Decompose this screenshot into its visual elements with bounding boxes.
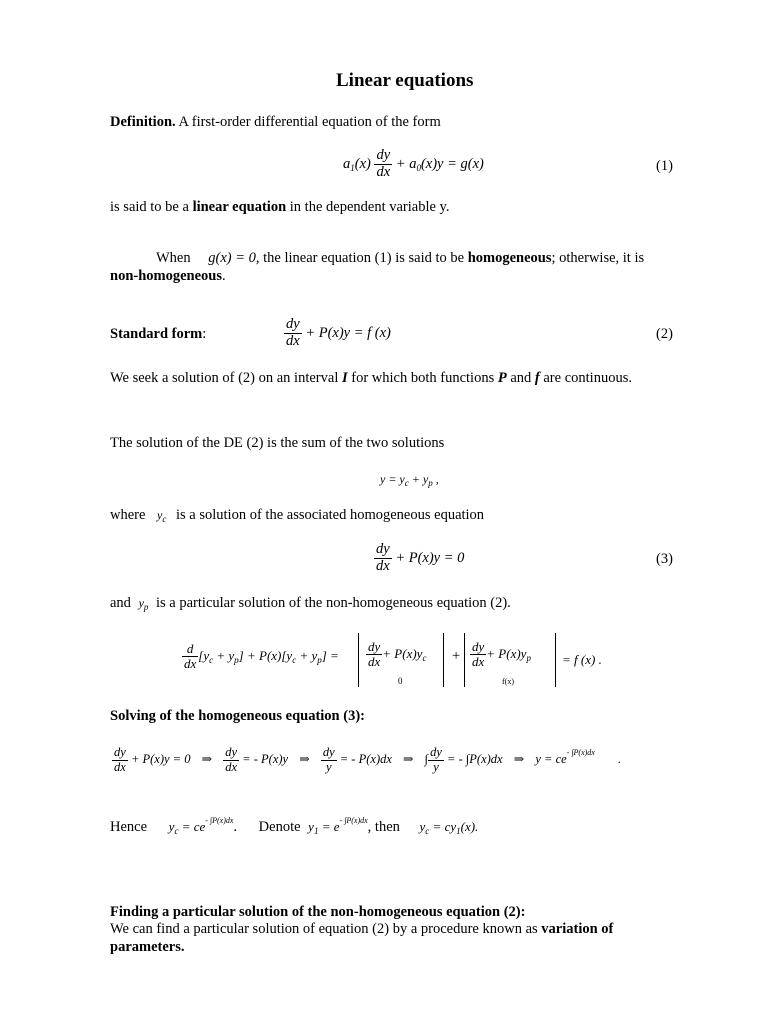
and-y: y: [138, 596, 144, 610]
finding-heading: Finding a particular solution of the non-homogeneous equation (2):: [110, 904, 526, 920]
big-rest2: + P(x)y: [486, 645, 527, 661]
linear-equation-paragraph: [110, 199, 450, 216]
big-dyc-frac: [366, 640, 382, 670]
big-p1: p: [234, 654, 239, 665]
eq2-rest: + P(x)y = f (x): [305, 324, 391, 341]
non-homogeneous-line: [110, 268, 226, 285]
solve-frac-1: [112, 746, 128, 775]
big-c3: c: [422, 652, 427, 663]
equation-1-number: (1): [656, 158, 673, 174]
equation-2-number: (2): [656, 326, 673, 342]
solve-s2: = - P(x)y: [242, 752, 289, 767]
hence-c: c: [174, 826, 179, 836]
sum-comma: ,: [432, 472, 439, 486]
big-dyp-frac: [470, 640, 486, 670]
denote-exp: - ∫P(x)dx: [339, 816, 368, 825]
and-a2: is a particular solution of the non-homogeneous equation (2).: [156, 595, 511, 611]
eq1-rest: (x)y = g(x): [420, 155, 484, 172]
seek-t3: and: [506, 370, 535, 386]
solve-dx-1: dx: [114, 759, 126, 774]
solving-heading: Solving of the homogeneous equation (3):: [110, 708, 365, 724]
equation-1: [343, 148, 484, 181]
solve-frac-4: [428, 746, 444, 775]
eq1-plus: +: [395, 155, 406, 172]
hence-line: [110, 816, 478, 836]
homogeneous-text-before: the linear equation (1) is said to be: [259, 250, 468, 266]
big-dyp: dy: [472, 639, 485, 654]
seek-f: f: [534, 370, 540, 386]
eq1-a1: a: [343, 155, 351, 172]
variation-term: variation of: [541, 921, 614, 937]
solving-line: [112, 746, 621, 775]
linear-equation-term: linear equation: [192, 199, 287, 215]
solve-exp: - ∫P(x)dx: [566, 748, 595, 758]
then-yc-eq: [420, 819, 479, 834]
where-y: y: [157, 508, 163, 522]
definition-paragraph: [110, 114, 441, 131]
eq1-fraction: [374, 148, 392, 181]
big-dyc: dy: [368, 639, 381, 654]
definition-text: A first-order differential equation of the form: [175, 114, 441, 130]
where-w1: where: [110, 507, 146, 523]
eq1-a0-sub: 0: [416, 162, 421, 173]
hence-yc-eq: [168, 816, 234, 836]
big-under-1: 0: [398, 676, 403, 686]
solve-integral: ∫: [424, 752, 429, 767]
eq3-dy: dy: [376, 541, 390, 557]
sum-eq: y = y: [380, 472, 405, 486]
big-p2: p: [317, 654, 322, 665]
where-w2: is a solution of the associated homogeneous equation: [176, 507, 485, 523]
denote-one: 1: [313, 826, 319, 836]
hence-eq: = ce: [178, 819, 206, 834]
implies-arrow-1: ⇒: [201, 752, 213, 767]
equation-2: [284, 317, 391, 350]
eq1-dy: dy: [376, 147, 391, 163]
solve-s3: = - P(x)dx: [339, 752, 392, 767]
linear-text-before: is said to be a: [110, 199, 193, 215]
solve-dot: .: [617, 752, 622, 767]
and-yp: [139, 596, 149, 610]
sum-p: p: [428, 478, 433, 488]
big-part2b: + y: [296, 647, 318, 663]
seek-t4: are continuous.: [539, 370, 632, 386]
eq2-dy: dy: [286, 316, 300, 332]
big-under-2: f(x): [502, 677, 514, 686]
solve-y-3: y: [325, 759, 332, 774]
solve-s5: y = ce: [535, 752, 567, 767]
linear-text-end: in the dependent variable y.: [286, 199, 450, 215]
seek-t2: for which both functions: [347, 370, 498, 386]
sum-c: c: [404, 478, 409, 488]
big-d-dx: [182, 642, 198, 672]
where-c: c: [162, 514, 167, 524]
seek-t1: We seek a solution of (2) on an interval: [110, 370, 342, 386]
then-end: (x).: [460, 819, 479, 834]
big-rest1: + P(x)y: [382, 645, 423, 661]
eq1-dx: dx: [376, 163, 391, 180]
and-p: p: [143, 602, 149, 612]
parameters-term: parameters.: [110, 939, 185, 955]
then-one: 1: [456, 826, 461, 836]
then-text: , then: [367, 819, 400, 835]
denote-y1-eq: [308, 816, 368, 836]
solution-sum-equation: [380, 472, 439, 488]
standard-form-colon: :: [202, 326, 207, 342]
solve-dy-1: dy: [114, 745, 126, 759]
big-part1: [y: [198, 647, 210, 663]
finding-t1: We can find a particular solution of equation (2) by a procedure known as: [110, 921, 542, 937]
hence-exp: - ∫P(x)dx: [205, 816, 234, 825]
and-a1: and: [110, 595, 131, 611]
denote-y: y: [308, 819, 314, 834]
big-dxc: dx: [368, 654, 381, 670]
then-y: y: [419, 819, 426, 834]
hence-text: Hence: [110, 819, 148, 835]
seek-P: P: [497, 370, 507, 386]
eq2-fraction: [284, 317, 302, 350]
eq3-dx: dx: [376, 557, 390, 574]
where-yc: [157, 508, 166, 522]
hence-dot: .: [233, 819, 238, 835]
hence-y: y: [168, 819, 175, 834]
then-eq: = cy: [429, 819, 457, 834]
solve-dx-2: dx: [225, 759, 238, 774]
big-d: d: [182, 642, 198, 657]
big-p3: p: [526, 652, 531, 663]
big-plus: +: [452, 648, 461, 664]
standard-form-label: [110, 326, 206, 343]
equation-3: [374, 542, 464, 575]
solve-frac-3: [321, 746, 337, 775]
eq1-x: (x): [354, 155, 371, 172]
homogeneous-condition: g(x) = 0,: [208, 250, 260, 266]
eq1-a0: a: [409, 155, 417, 172]
definition-label: Definition.: [110, 114, 176, 130]
solve-dy-4: dy: [430, 745, 442, 759]
and-paragraph: [110, 595, 511, 612]
solve-y-4: y: [433, 759, 439, 774]
eq2-dx: dx: [286, 332, 300, 349]
big-term-2: [470, 640, 531, 670]
where-paragraph: [110, 507, 484, 524]
implies-arrow-4: ⇒: [513, 752, 525, 767]
finding-paragraph: [110, 921, 613, 938]
big-end: = f (x) .: [562, 652, 602, 667]
eq3-rest: + P(x)y = 0: [395, 549, 465, 566]
big-part4: ] =: [321, 647, 339, 663]
non-homogeneous-term: non-homogeneous: [110, 268, 222, 284]
homogeneous-term: homogeneous: [467, 250, 552, 266]
big-dxp: dx: [472, 654, 485, 670]
eq1-a1-sub: 1: [350, 162, 355, 173]
homogeneous-text-mid: ; otherwise, it is: [551, 250, 645, 266]
big-c2: c: [292, 654, 297, 665]
page-title: Linear equations: [336, 70, 474, 91]
implies-arrow-3: ⇒: [403, 752, 414, 767]
seek-paragraph: [110, 370, 632, 387]
big-part3: ] + P(x)[y: [238, 647, 293, 663]
big-c1: c: [209, 654, 214, 665]
equation-3-number: (3): [656, 551, 673, 567]
solution-sum-text: The solution of the DE (2) is the sum of the two solutions: [110, 435, 445, 451]
denote-eq: = e: [318, 819, 340, 834]
then-c: c: [425, 826, 430, 836]
big-dx: dx: [184, 656, 197, 672]
seek-interval-I: I: [341, 370, 348, 386]
solve-dy-2: dy: [225, 745, 238, 759]
big-part2: + y: [213, 647, 235, 663]
big-term-1: [366, 640, 426, 670]
standard-form-term: Standard form: [110, 326, 203, 342]
solve-s4: = - ∫P(x)dx: [447, 752, 503, 767]
eq3-fraction: [374, 542, 392, 575]
implies-arrow-2: ⇒: [299, 752, 310, 767]
big-equation: [182, 642, 339, 672]
solve-frac-2: [223, 746, 239, 775]
denote-text: Denote: [258, 819, 301, 835]
homogeneous-paragraph: [156, 250, 644, 267]
solve-dy-3: dy: [322, 745, 335, 759]
sum-plus: + y: [408, 472, 429, 486]
solve-s1: + P(x)y = 0: [130, 752, 191, 767]
when-text: When: [156, 250, 191, 266]
non-homogeneous-end: .: [222, 268, 226, 284]
